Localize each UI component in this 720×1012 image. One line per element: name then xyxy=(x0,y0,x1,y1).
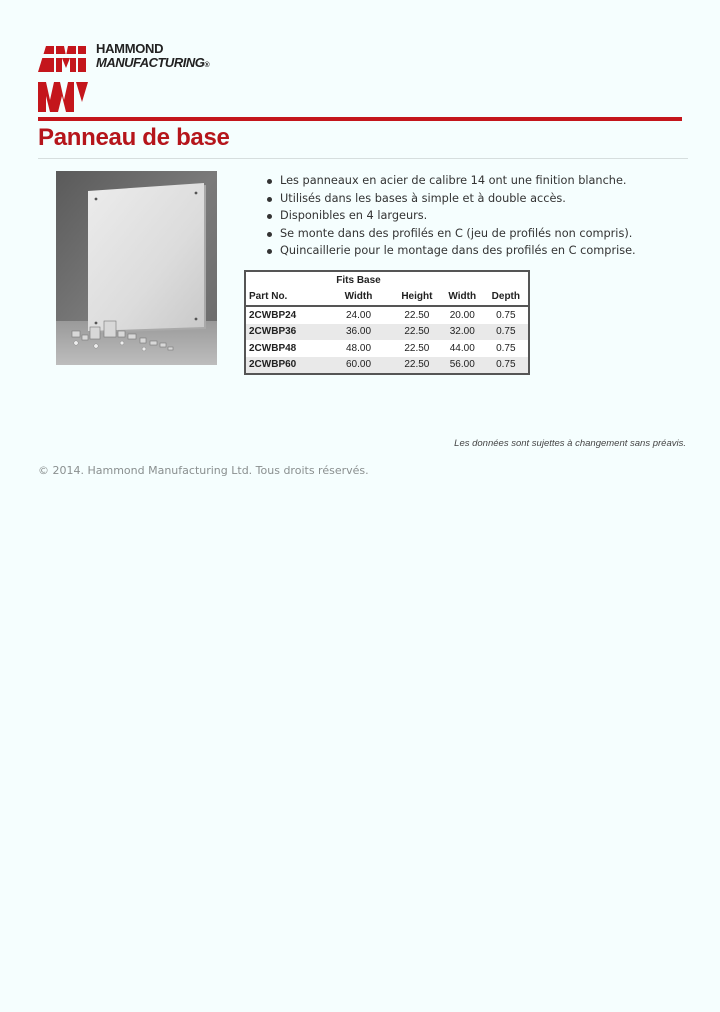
bullet-icon xyxy=(267,249,272,254)
table-row xyxy=(245,324,529,341)
group-header-fits-base: Fits Base xyxy=(336,274,381,286)
col-header-width: Width xyxy=(441,288,484,306)
brand-name-line2 xyxy=(96,56,209,73)
brand-wordmark xyxy=(96,42,209,73)
bullet-icon xyxy=(267,232,272,237)
table-header-cell xyxy=(441,271,484,288)
col-header-height: Height xyxy=(393,288,441,306)
table-header-cell xyxy=(393,271,441,288)
feature-text: Se monte dans des profilés en C (jeu de profilés non compris). xyxy=(280,226,633,240)
table-row xyxy=(245,357,529,375)
cell-part-no: 2CWBP48 xyxy=(249,342,297,354)
list-item xyxy=(264,190,636,208)
feature-text: Quincaillerie pour le montage dans des profilés en C comprise. xyxy=(280,244,636,258)
cell-height: 22.50 xyxy=(393,357,441,375)
cell-depth: 0.75 xyxy=(484,357,529,375)
table-header-row-group xyxy=(245,271,529,288)
cell-part-no: 2CWBP36 xyxy=(245,324,324,341)
cell-base-width: 36.00 xyxy=(324,324,393,341)
col-header-depth: Depth xyxy=(484,288,529,306)
cell-depth: 0.75 xyxy=(484,324,529,341)
brand-name-line1: HAMMOND xyxy=(96,41,164,56)
cell-base-width: 48.00 xyxy=(345,342,372,354)
bullet-icon xyxy=(267,179,272,184)
cell-height: 22.50 xyxy=(404,342,430,354)
title-divider xyxy=(38,158,688,159)
cell-base-width: 24.00 xyxy=(345,309,372,321)
brand-name-line2-text: MANUFACTURING xyxy=(96,55,205,70)
table-row xyxy=(245,340,529,357)
table-header-cell xyxy=(484,271,529,288)
hammond-logo-icon xyxy=(38,42,88,112)
cell-base-width: 60.00 xyxy=(324,357,393,375)
bullet-icon xyxy=(267,197,272,202)
cell-width: 20.00 xyxy=(449,309,475,321)
cell-height: 22.50 xyxy=(404,309,430,321)
cell-part-no: 2CWBP24 xyxy=(249,309,297,321)
col-header-part-no: Part No. xyxy=(245,288,324,306)
registered-mark: ® xyxy=(204,62,209,69)
list-item xyxy=(264,225,636,243)
feature-text: Utilisés dans les bases à simple et à double accès. xyxy=(280,191,566,205)
cell-width: 56.00 xyxy=(441,357,484,375)
table-header-row xyxy=(245,288,529,306)
cell-width: 44.00 xyxy=(449,342,475,354)
list-item xyxy=(264,172,636,190)
feature-list xyxy=(264,172,636,260)
product-image xyxy=(56,171,217,365)
cell-width: 32.00 xyxy=(441,324,484,341)
cell-height: 22.50 xyxy=(393,324,441,341)
feature-text: Les panneaux en acier de calibre 14 ont une finition blanche. xyxy=(280,174,627,187)
feature-text: Disponibles en 4 largeurs. xyxy=(280,209,428,223)
spec-table xyxy=(244,270,530,375)
cell-depth: 0.75 xyxy=(496,309,516,321)
cell-part-no: 2CWBP60 xyxy=(245,357,324,375)
list-item xyxy=(264,242,636,260)
table-header-cell xyxy=(245,271,324,288)
list-item xyxy=(264,207,636,225)
page-title: Panneau de base xyxy=(38,124,230,151)
bullet-icon xyxy=(267,214,272,219)
header-red-rule xyxy=(38,117,682,121)
col-header-base-width: Width xyxy=(324,288,393,306)
disclaimer-note: Les données sont sujettes à changement sans préavis. xyxy=(454,438,686,449)
table-row xyxy=(245,306,529,324)
cell-depth: 0.75 xyxy=(496,342,516,354)
copyright-notice: © 2014. Hammond Manufacturing Ltd. Tous droits réservés. xyxy=(38,464,369,477)
